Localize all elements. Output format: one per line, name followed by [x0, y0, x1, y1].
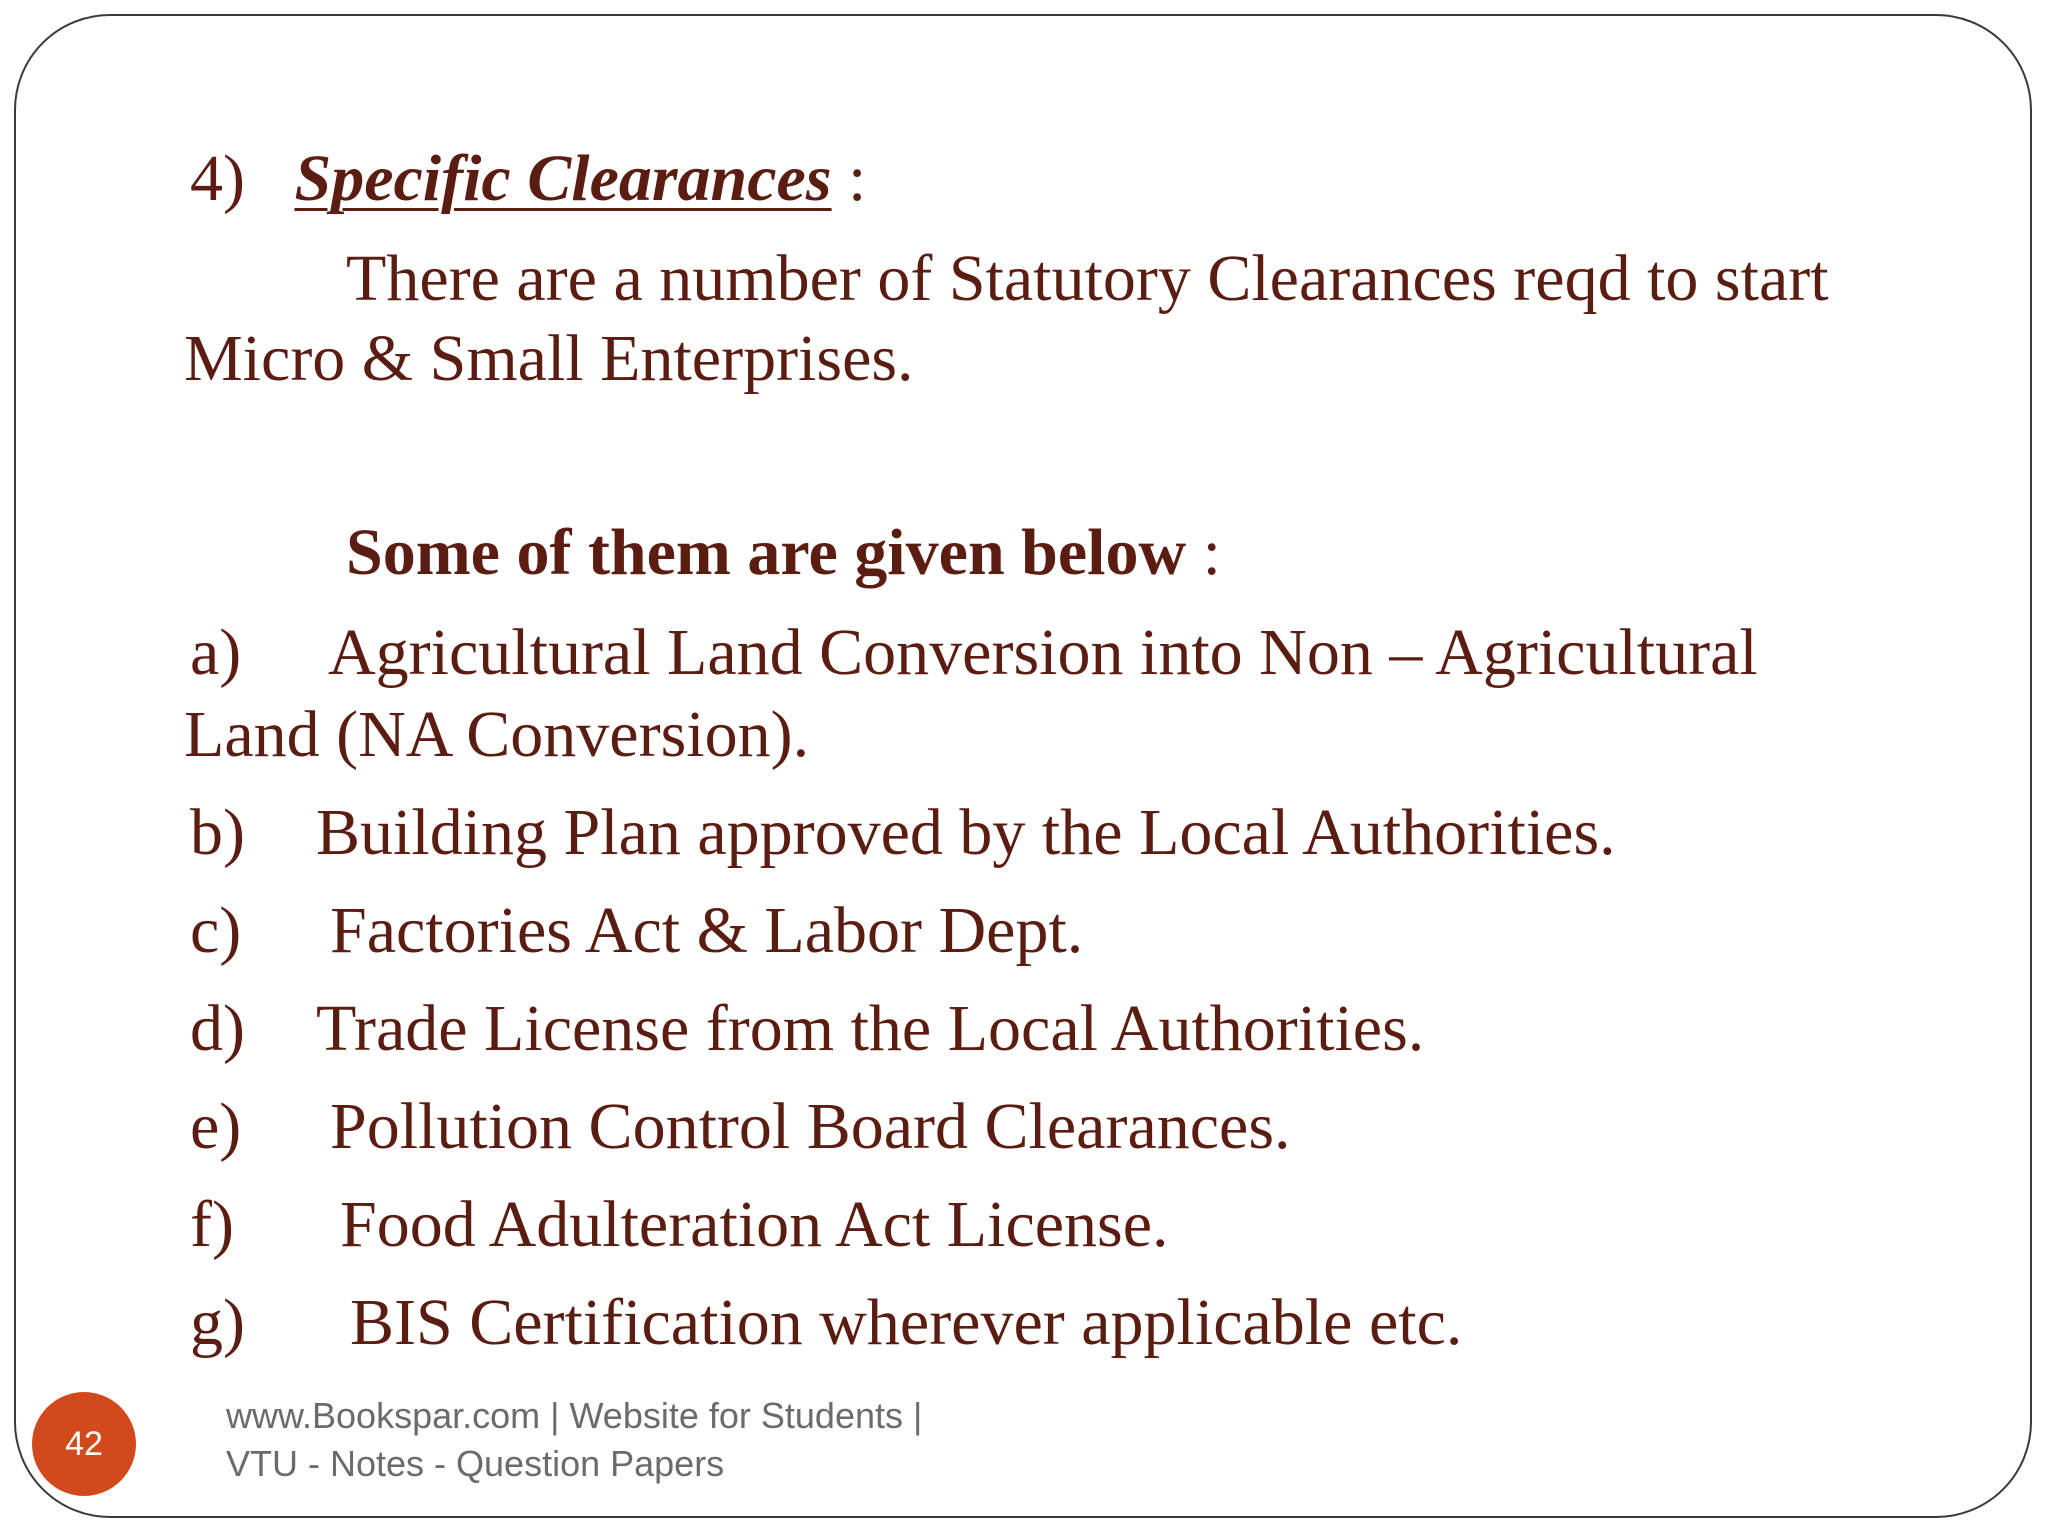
intro-line-1: There are a number of Statutory Clearances reqd to start: [346, 242, 1829, 315]
list-item-f: [190, 1188, 1169, 1261]
list-item-text: Food Adulteration Act License.: [340, 1188, 1169, 1261]
heading-colon: :: [848, 142, 867, 215]
list-item-label: c): [190, 894, 242, 967]
subheading-colon: :: [1202, 516, 1221, 589]
list-item-text: Factories Act & Labor Dept.: [330, 894, 1084, 967]
list-item-label: e): [190, 1090, 242, 1163]
list-item-text: Pollution Control Board Clearances.: [330, 1090, 1291, 1163]
heading-title: Specific Clearances: [294, 142, 832, 215]
list-item-text: BIS Certification wherever applicable etc.: [350, 1286, 1463, 1359]
heading-number: 4): [190, 142, 245, 215]
list-item-b: [190, 796, 1616, 869]
list-item-a: [190, 616, 1758, 689]
footer: [226, 1392, 922, 1488]
intro-line-2: Micro & Small Enterprises.: [184, 322, 914, 395]
footer-line-1: www.Bookspar.com | Website for Students |: [226, 1395, 923, 1436]
list-item-label: a): [190, 616, 242, 689]
list-item-text: Building Plan approved by the Local Authorities.: [316, 796, 1616, 869]
list-item-label: g): [190, 1286, 245, 1359]
list-item-g: [190, 1286, 1463, 1359]
list-item-label: b): [190, 796, 245, 869]
subheading: [346, 516, 1221, 589]
page-number: 42: [65, 1424, 103, 1463]
list-item-text: Agricultural Land Conversion into Non – Agricultural: [328, 616, 1758, 689]
list-item-label: d): [190, 992, 245, 1065]
page-number-badge: [32, 1392, 136, 1496]
footer-line-2: VTU - Notes - Question Papers: [226, 1443, 725, 1484]
list-item-c: [190, 894, 1084, 967]
list-item-d: [190, 992, 1425, 1065]
heading: [190, 142, 867, 215]
subheading-text: Some of them are given below: [346, 516, 1187, 589]
list-item-text: Trade License from the Local Authorities.: [316, 992, 1425, 1065]
list-item-a-continuation: Land (NA Conversion).: [184, 698, 810, 771]
list-item-e: [190, 1090, 1291, 1163]
list-item-label: f): [190, 1188, 234, 1261]
